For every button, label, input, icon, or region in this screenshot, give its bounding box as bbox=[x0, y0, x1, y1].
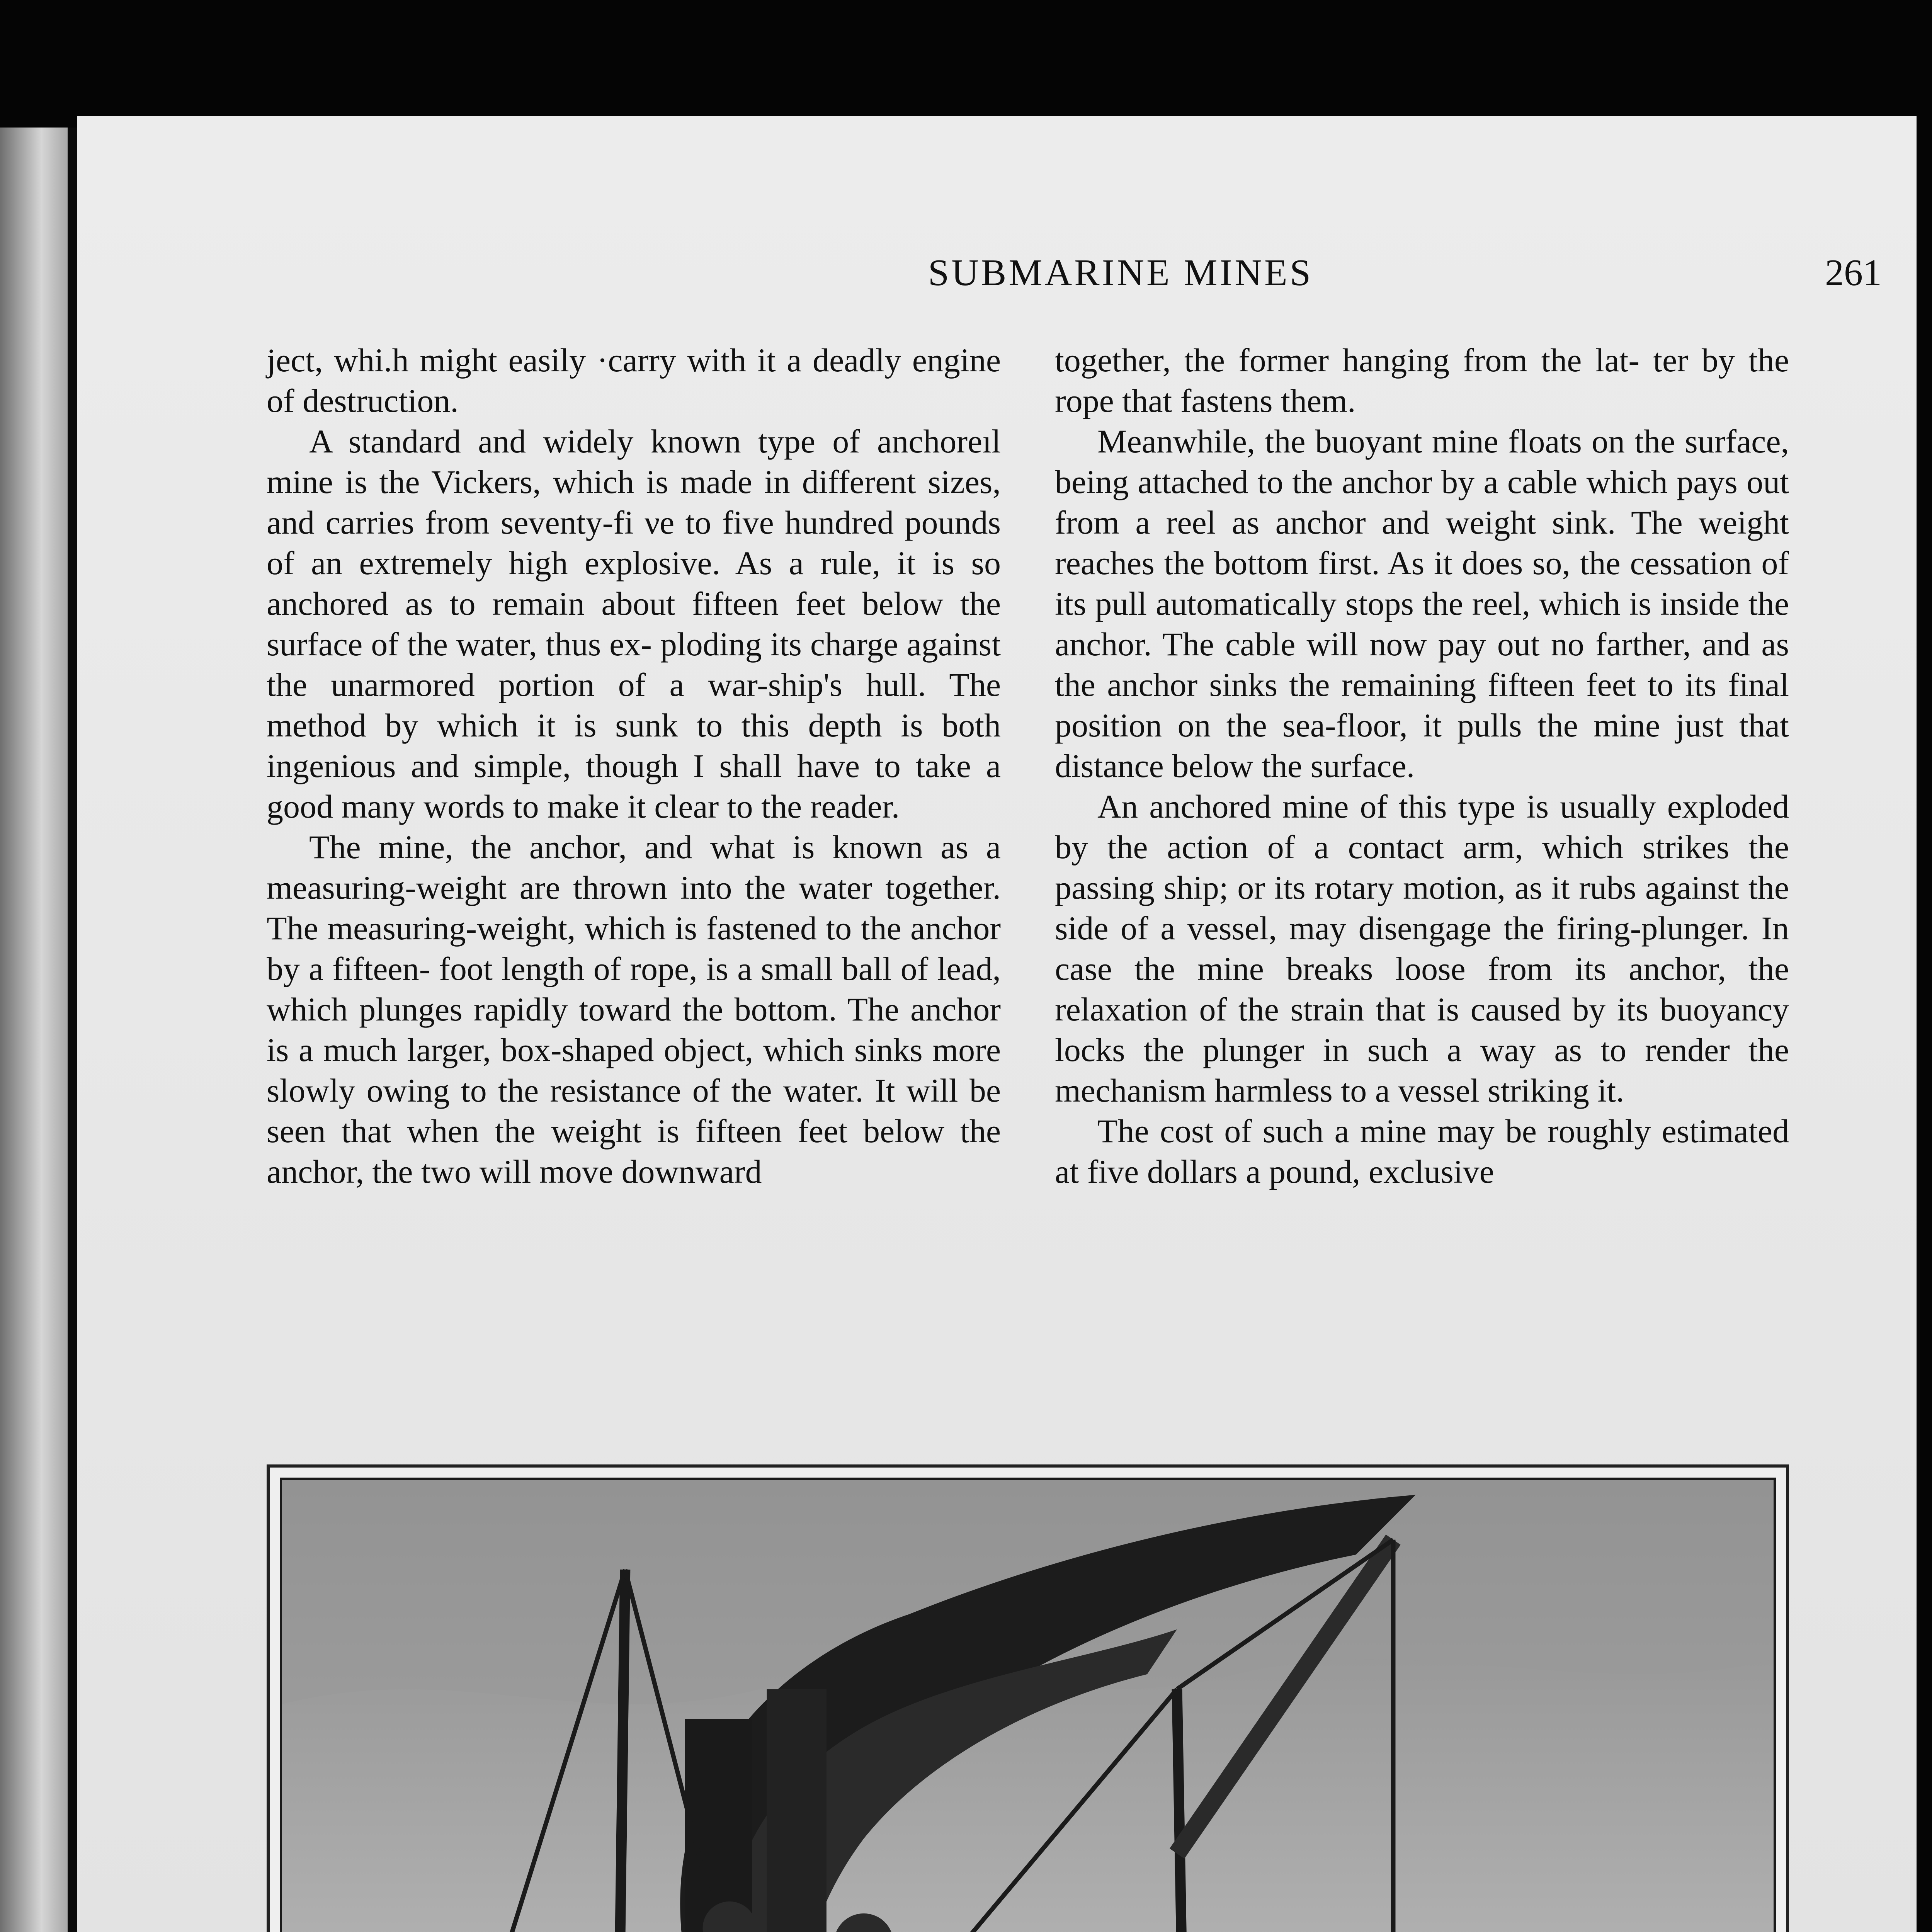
paragraph: together, the former hanging from the lat- ter by the rope that fastens them. bbox=[1055, 342, 1789, 419]
text-column-right bbox=[1055, 340, 1789, 1192]
mine-layer-illustration bbox=[280, 1478, 1776, 1932]
paragraph: The mine, the anchor, and what is known as a measuring-weight are thrown into the water together. The measuring-weight, which is fastened to the anchor by a fifteen- foot length of rope, is a small ball of lead, which plunges rapidly toward the bottom. The anchor is a much larger, box-shaped object, which sinks more slowly owing to the resistance of the water. It will be seen that when the weight is fifteen feet below the anchor, the two will move downward bbox=[267, 828, 1001, 1190]
text-column-left bbox=[267, 340, 1001, 1192]
page-number: 261 bbox=[1825, 252, 1882, 294]
running-title: SUBMARINE MINES bbox=[928, 252, 1313, 294]
book-page bbox=[77, 116, 1917, 1932]
figure-frame bbox=[267, 1464, 1789, 1932]
paragraph: The cost of such a mine may be roughly estimated at five dollars a pound, exclusive bbox=[1055, 1112, 1789, 1190]
paragraph: Meanwhile, the buoyant mine floats on the surface, being attached to the anchor by a cable which pays out from a reel as anchor and weight sink. The weight reaches the bottom first. As it does so, the cessation of its pull automatically stops the reel, which is inside the anchor. The cable will now pay out no farther, and as the anchor sinks the remaining fifteen feet to its final position on the sea-floor, it pulls the mine just that distance below the surface. bbox=[1055, 423, 1789, 784]
steamship-illustration bbox=[282, 1480, 1774, 1932]
left-page-edge bbox=[0, 128, 75, 1932]
paragraph: A standard and widely known type of anchoreıl mine is the Vickers, which is made in different sizes, and carries from seventy-fi νe to five hundred pounds of an extremely high explosive. As a rule, it is so anchored as to remain about fifteen feet below the surface of the water, thus ex- ploding its charge against the unarmored portion of a war-ship's hull. The method by which it is sunk to this depth is both ingenious and simple, though I shall have to take a good many words to make it clear to the reader. bbox=[267, 423, 1001, 825]
paragraph: ject, whi.h might easily ·carry with it a deadly engine of destruction. bbox=[267, 342, 1001, 419]
paragraph: An anchored mine of this type is usually exploded by the action of a contact arm, which strikes the passing ship; or its rotary motion, as it rubs against the side of a vessel, may disengage the firing-plunger. In case the mine breaks loose from its anchor, the relaxation of the strain that is caused by its buoyancy locks the plunger in such a way as to render the mechanism harmless to a vessel striking it. bbox=[1055, 788, 1789, 1109]
